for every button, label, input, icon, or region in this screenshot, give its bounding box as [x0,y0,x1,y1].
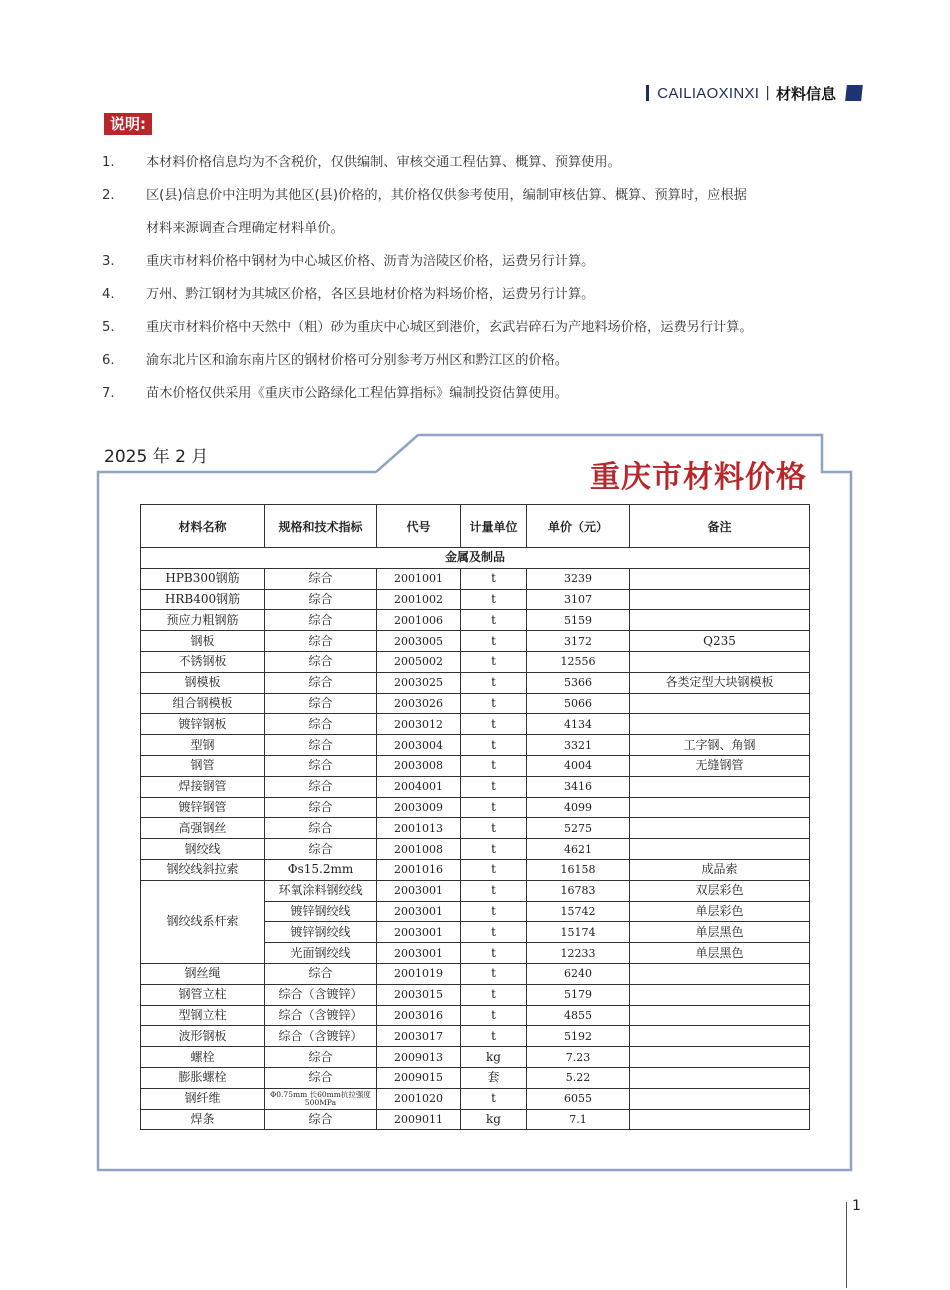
material-price: 15742 [527,901,630,922]
note-text: 万州、黔江钢材为其城区价格，各区县地材价格为料场价格，运费另行计算。 [146,287,595,302]
material-spec: 综合 [265,797,377,818]
material-spec: 综合（含镀锌） [265,1026,377,1047]
material-spec: 光面钢绞线 [265,943,377,964]
table-row [141,859,810,880]
material-price: 5159 [527,610,630,631]
material-name: 型钢 [141,735,265,756]
material-note [630,1067,810,1088]
material-name: 镀锌钢板 [141,714,265,735]
table-row [141,735,810,756]
material-note [630,984,810,1005]
material-spec: 镀锌钢绞线 [265,922,377,943]
material-code: 2003004 [377,735,461,756]
material-unit: t [461,901,527,922]
material-spec: Φ0.75mm 长60mm抗拉强度500MPa [265,1088,377,1109]
note-text: 本材料价格信息均为不含税价，仅供编制、审核交通工程估算、概算、预算使用。 [146,155,621,170]
material-note [630,1005,810,1026]
col-header-name: 材料名称 [141,505,265,548]
header-chinese: 材料信息 [775,84,836,103]
material-price: 4099 [527,797,630,818]
material-price: 3172 [527,631,630,652]
material-name: 钢绞线斜拉索 [141,859,265,880]
material-code: 2001001 [377,568,461,589]
material-price: 5.22 [527,1067,630,1088]
col-header-code: 代号 [377,505,461,548]
material-code: 2009013 [377,1047,461,1068]
material-note: Q235 [630,631,810,652]
table-row [141,1088,810,1109]
material-code: 2001008 [377,839,461,860]
material-price: 3107 [527,589,630,610]
material-price: 16158 [527,859,630,880]
material-name: 螺栓 [141,1047,265,1068]
table-row [141,672,810,693]
material-note [630,818,810,839]
material-unit: 套 [461,1067,527,1088]
material-unit: t [461,1026,527,1047]
material-spec: 综合 [265,1109,377,1130]
material-code: 2009015 [377,1067,461,1088]
material-unit: t [461,797,527,818]
material-price: 15174 [527,922,630,943]
material-code: 2001016 [377,859,461,880]
header-separator: | [765,85,770,101]
material-unit: t [461,714,527,735]
note-number: 4. [102,287,115,302]
material-note [630,714,810,735]
material-note: 无缝钢管 [630,755,810,776]
material-price: 5192 [527,1026,630,1047]
category-row [141,548,810,569]
note-number: 6. [102,353,115,368]
material-code: 2003017 [377,1026,461,1047]
material-note [630,963,810,984]
material-code: 2003005 [377,631,461,652]
material-note [630,610,810,631]
material-spec: 综合 [265,610,377,631]
material-note [630,651,810,672]
col-header-price: 单价（元） [527,505,630,548]
material-unit: t [461,839,527,860]
material-price: 3416 [527,776,630,797]
material-note: 各类定型大块钢模板 [630,672,810,693]
note-text: 重庆市材料价格中天然中（粗）砂为重庆中心城区到港价，玄武岩碎石为产地料场价格，运费另行计算。 [146,320,753,335]
material-price: 5066 [527,693,630,714]
material-spec: 环氧涂料钢绞线 [265,880,377,901]
material-price: 5366 [527,672,630,693]
material-code: 2001002 [377,589,461,610]
material-unit: t [461,984,527,1005]
table-row [141,1026,810,1047]
material-spec: 综合 [265,589,377,610]
table-row [141,818,810,839]
material-unit: kg [461,1047,527,1068]
material-spec: 综合 [265,1047,377,1068]
material-unit: kg [461,1109,527,1130]
table-row [141,963,810,984]
table-row [141,839,810,860]
table-row [141,610,810,631]
material-note: 双层彩色 [630,880,810,901]
material-price: 6240 [527,963,630,984]
material-name: 钢绞线系杆索 [141,880,265,963]
material-spec: 综合 [265,631,377,652]
material-name: 波形钢板 [141,1026,265,1047]
material-code: 2003001 [377,901,461,922]
date-label: 2025 年 2 月 [104,447,209,467]
material-note [630,589,810,610]
table-row [141,880,810,901]
material-name: 钢板 [141,631,265,652]
material-name: 钢纤维 [141,1088,265,1109]
material-unit: t [461,943,527,964]
material-unit: t [461,963,527,984]
material-name: 钢丝绳 [141,963,265,984]
table-row [141,1047,810,1068]
material-note [630,693,810,714]
note-text: 渝东北片区和渝东南片区的钢材价格可分别参考万州区和黔江区的价格。 [146,353,568,368]
material-unit: t [461,818,527,839]
material-spec: 综合 [265,672,377,693]
material-name: HRB400钢筋 [141,589,265,610]
material-unit: t [461,922,527,943]
material-price: 5179 [527,984,630,1005]
material-spec: 综合 [265,755,377,776]
material-name: 膨胀螺栓 [141,1067,265,1088]
page-divider [846,1202,847,1288]
material-spec: Φs15.2mm [265,859,377,880]
material-name: 镀锌钢管 [141,797,265,818]
material-name: 不锈钢板 [141,651,265,672]
table-row [141,776,810,797]
page-number: 1 [852,1198,861,1214]
table-row [141,631,810,652]
material-code: 2003001 [377,922,461,943]
material-note [630,797,810,818]
table-row [141,651,810,672]
material-price: 6055 [527,1088,630,1109]
material-price: 7.1 [527,1109,630,1130]
note-text: 区(县)信息价中注明为其他区(县)价格的，其价格仅供参考使用，编制审核估算、概算、预算时，应根据 [146,188,747,203]
material-price: 5275 [527,818,630,839]
material-name: 焊接钢管 [141,776,265,797]
material-unit: t [461,735,527,756]
material-note: 单层黑色 [630,922,810,943]
material-code: 2009011 [377,1109,461,1130]
material-code: 2001020 [377,1088,461,1109]
material-price: 7.23 [527,1047,630,1068]
material-note [630,1047,810,1068]
material-price: 4004 [527,755,630,776]
table-row [141,589,810,610]
material-code: 2001019 [377,963,461,984]
col-header-unit: 计量单位 [461,505,527,548]
material-name: 钢模板 [141,672,265,693]
table-row [141,693,810,714]
material-note [630,568,810,589]
material-unit: t [461,776,527,797]
material-spec: 综合 [265,735,377,756]
material-price: 4855 [527,1005,630,1026]
material-name: 型钢立柱 [141,1005,265,1026]
material-unit: t [461,880,527,901]
material-name: 钢绞线 [141,839,265,860]
material-note: 单层黑色 [630,943,810,964]
material-code: 2003025 [377,672,461,693]
note-number: 1. [102,155,115,170]
material-spec: 综合 [265,714,377,735]
table-row [141,714,810,735]
material-spec: 综合 [265,818,377,839]
material-spec: 综合 [265,963,377,984]
material-spec: 综合（含镀锌） [265,1005,377,1026]
material-spec: 综合 [265,839,377,860]
material-note [630,776,810,797]
material-spec: 综合 [265,776,377,797]
category-label: 金属及制品 [141,548,810,569]
material-name: 钢管 [141,755,265,776]
material-note [630,1026,810,1047]
material-spec: 综合 [265,693,377,714]
material-unit: t [461,568,527,589]
note-text: 苗木价格仅供采用《重庆市公路绿化工程估算指标》编制投资估算使用。 [146,386,568,401]
price-table [140,504,810,1130]
material-unit: t [461,610,527,631]
note-number: 5. [102,320,115,335]
material-price: 4621 [527,839,630,860]
material-spec: 综合 [265,651,377,672]
material-spec: 综合 [265,1067,377,1088]
col-header-spec: 规格和技术指标 [265,505,377,548]
table-row [141,1005,810,1026]
col-header-note: 备注 [630,505,810,548]
material-note: 单层彩色 [630,901,810,922]
material-spec: 镀锌钢绞线 [265,901,377,922]
table-header-row [141,505,810,548]
material-price: 3321 [527,735,630,756]
material-unit: t [461,589,527,610]
material-code: 2003015 [377,984,461,1005]
material-code: 2003001 [377,880,461,901]
material-spec: 综合（含镀锌） [265,984,377,1005]
material-code: 2003026 [377,693,461,714]
note-number: 2. [102,188,115,203]
material-note: 成品索 [630,859,810,880]
material-unit: t [461,1005,527,1026]
material-name: 组合钢模板 [141,693,265,714]
table-row [141,1067,810,1088]
material-unit: t [461,651,527,672]
material-unit: t [461,859,527,880]
material-unit: t [461,672,527,693]
material-price: 3239 [527,568,630,589]
table-row [141,797,810,818]
header-english: CAILIAOXINXI [657,84,760,102]
material-name: HPB300钢筋 [141,568,265,589]
material-note [630,839,810,860]
material-unit: t [461,755,527,776]
note-text: 重庆市材料价格中钢材为中心城区价格、沥青为涪陵区价格，运费另行计算。 [146,254,595,269]
note-text: 材料来源调查合理确定材料单价。 [146,221,344,236]
material-price: 4134 [527,714,630,735]
table-row [141,755,810,776]
material-name: 钢管立柱 [141,984,265,1005]
material-name: 高强钢丝 [141,818,265,839]
material-unit: t [461,631,527,652]
material-code: 2003008 [377,755,461,776]
price-table-title: 重庆市材料价格 [590,460,807,495]
material-spec: 综合 [265,568,377,589]
material-price: 16783 [527,880,630,901]
table-row [141,984,810,1005]
note-number: 3. [102,254,115,269]
note-number: 7. [102,386,115,401]
material-code: 2001006 [377,610,461,631]
material-code: 2001013 [377,818,461,839]
material-code: 2003009 [377,797,461,818]
table-row [141,568,810,589]
notes-label: 说明: [104,113,152,135]
material-name: 焊条 [141,1109,265,1130]
material-code: 2003001 [377,943,461,964]
material-price: 12233 [527,943,630,964]
material-unit: t [461,693,527,714]
material-note: 工字钢、角钢 [630,735,810,756]
material-price: 12556 [527,651,630,672]
material-note [630,1088,810,1109]
material-code: 2004001 [377,776,461,797]
material-code: 2003012 [377,714,461,735]
material-code: 2005002 [377,651,461,672]
material-unit: t [461,1088,527,1109]
material-note [630,1109,810,1130]
table-row [141,1109,810,1130]
material-code: 2003016 [377,1005,461,1026]
material-name: 预应力粗钢筋 [141,610,265,631]
